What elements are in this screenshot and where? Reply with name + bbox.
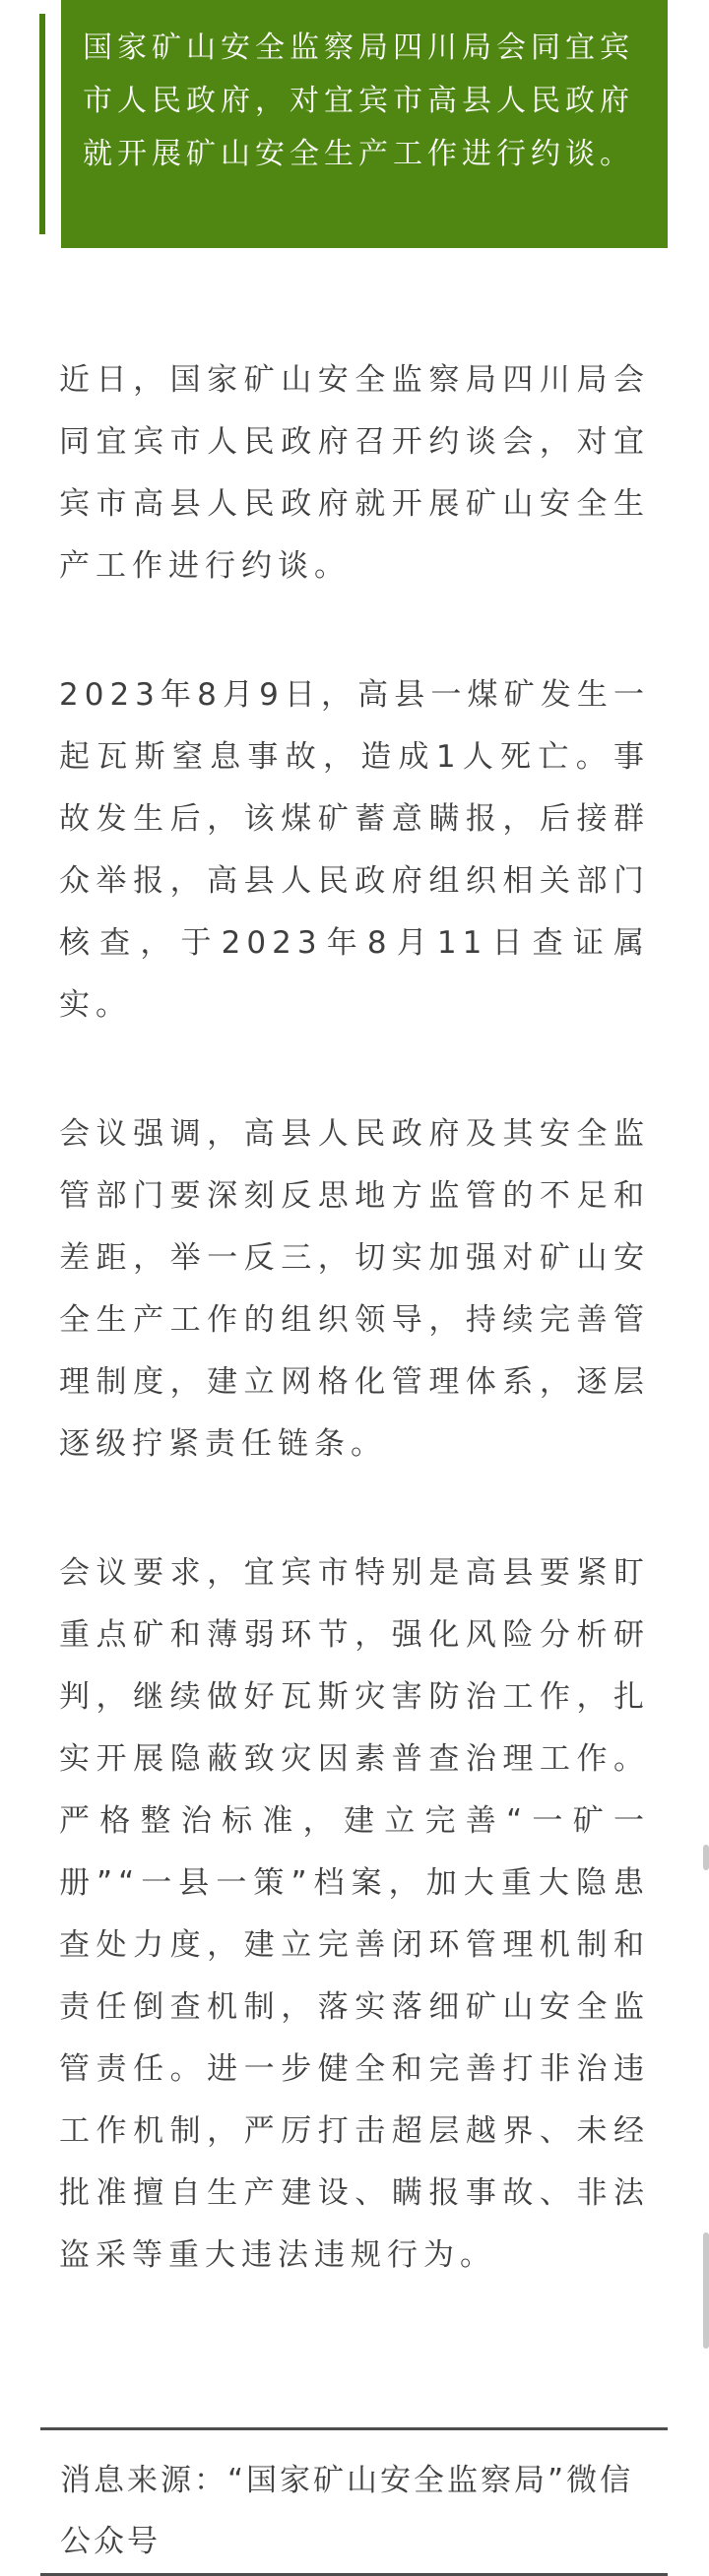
source-text: 消息来源：“国家矿山安全监察局”微信公众号 — [60, 2463, 634, 2559]
scrollbar-thumb[interactable] — [703, 2232, 709, 2349]
article-paragraph-2: 2023年8月9日，高县一煤矿发生一起瓦斯窒息事故，造成1人死亡。事故发生后，该煤矿蓄意瞒报，后接群众举报，高县人民政府组织相关部门核查，于2023年8月11日查证属实。 — [59, 677, 650, 1023]
article-paragraph-4: 会议要求，宜宾市特别是高县要紧盯重点矿和薄弱环节，强化风险分析研判，继续做好瓦斯灾害防治工作，扎实开展隐蔽致灾因素普查治理工作。严格整治标准，建立完善“一矿一册”“一县一策”档案，加大重大隐患查处力度，建立完善闭环管理机制和责任倒查机制，落实落细矿山安全监管责任。进一步健全和完善打非治违工作机制，严厉打击超层越界、未经批准擅自生产建设、瞒报事故、非法盗采等重大违法违规行为。 — [59, 1555, 650, 2273]
summary-box — [61, 0, 668, 248]
article-paragraph-3: 会议强调，高县人民政府及其安全监管部门要深刻反思地方监管的不足和差距，举一反三，切实加强对矿山安全生产工作的组织领导，持续完善管理制度，建立网格化管理体系，逐层逐级拧紧责任链条。 — [59, 1116, 650, 1462]
source-note — [40, 2427, 668, 2576]
scrollbar-mark-upper[interactable] — [703, 1845, 709, 1870]
summary-text: 国家矿山安全监察局四川局会同宜宾市人民政府，对宜宾市高县人民政府就开展矿山安全生产工作进行约谈。 — [83, 31, 634, 171]
article-body — [59, 349, 650, 2354]
article-paragraph-1: 近日，国家矿山安全监察局四川局会同宜宾市人民政府召开约谈会，对宜宾市高县人民政府就开展矿山安全生产工作进行约谈。 — [59, 362, 650, 584]
header-accent-bar — [39, 14, 45, 234]
summary-header — [39, 0, 668, 248]
